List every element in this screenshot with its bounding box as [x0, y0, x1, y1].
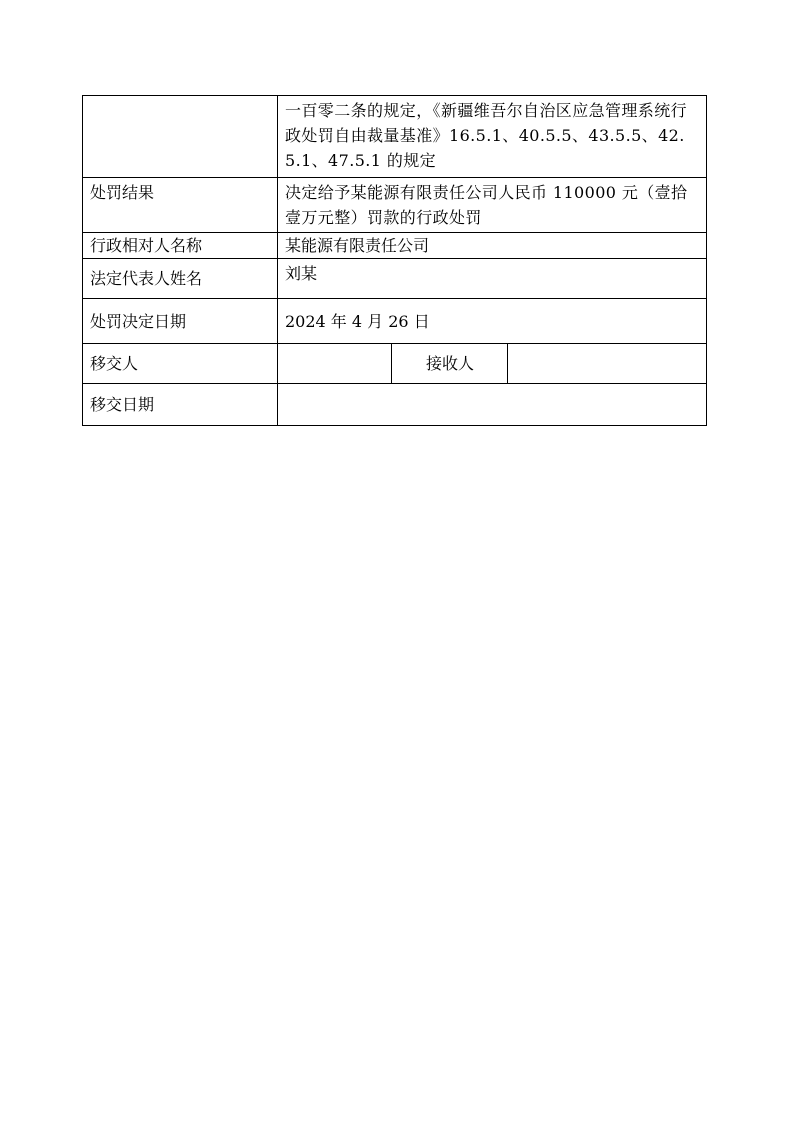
transfer-date-value — [278, 384, 707, 426]
party-name-value: 某能源有限责任公司 — [278, 233, 707, 259]
row-legal-rep — [83, 259, 707, 299]
party-name-label: 行政相对人名称 — [83, 233, 278, 259]
row-party-name — [83, 233, 707, 259]
basis-label-cell — [83, 96, 278, 178]
row-decision-date — [83, 299, 707, 344]
decision-date-value: 2024 年 4 月 26 日 — [278, 299, 707, 344]
row-transfer-date — [83, 384, 707, 426]
legal-rep-value: 刘某 — [278, 259, 707, 299]
result-value: 决定给予某能源有限责任公司人民币 110000 元（壹拾壹万元整）罚款的行政处罚 — [278, 178, 707, 233]
row-transfer — [83, 344, 707, 384]
receiver-label: 接收人 — [392, 344, 508, 384]
penalty-table — [82, 95, 707, 426]
transfer-date-label: 移交日期 — [83, 384, 278, 426]
row-basis — [83, 96, 707, 178]
sender-label: 移交人 — [83, 344, 278, 384]
decision-date-label: 处罚决定日期 — [83, 299, 278, 344]
row-result — [83, 178, 707, 233]
penalty-info-sheet — [82, 95, 706, 426]
result-label: 处罚结果 — [83, 178, 278, 233]
legal-rep-label: 法定代表人姓名 — [83, 259, 278, 299]
receiver-value — [508, 344, 707, 384]
basis-value: 一百零二条的规定，《新疆维吾尔自治区应急管理系统行政处罚自由裁量基准》16.5.1、40.5.5、43.5.5、42.5.1、47.5.1 的规定 — [278, 96, 707, 178]
sender-value — [278, 344, 392, 384]
